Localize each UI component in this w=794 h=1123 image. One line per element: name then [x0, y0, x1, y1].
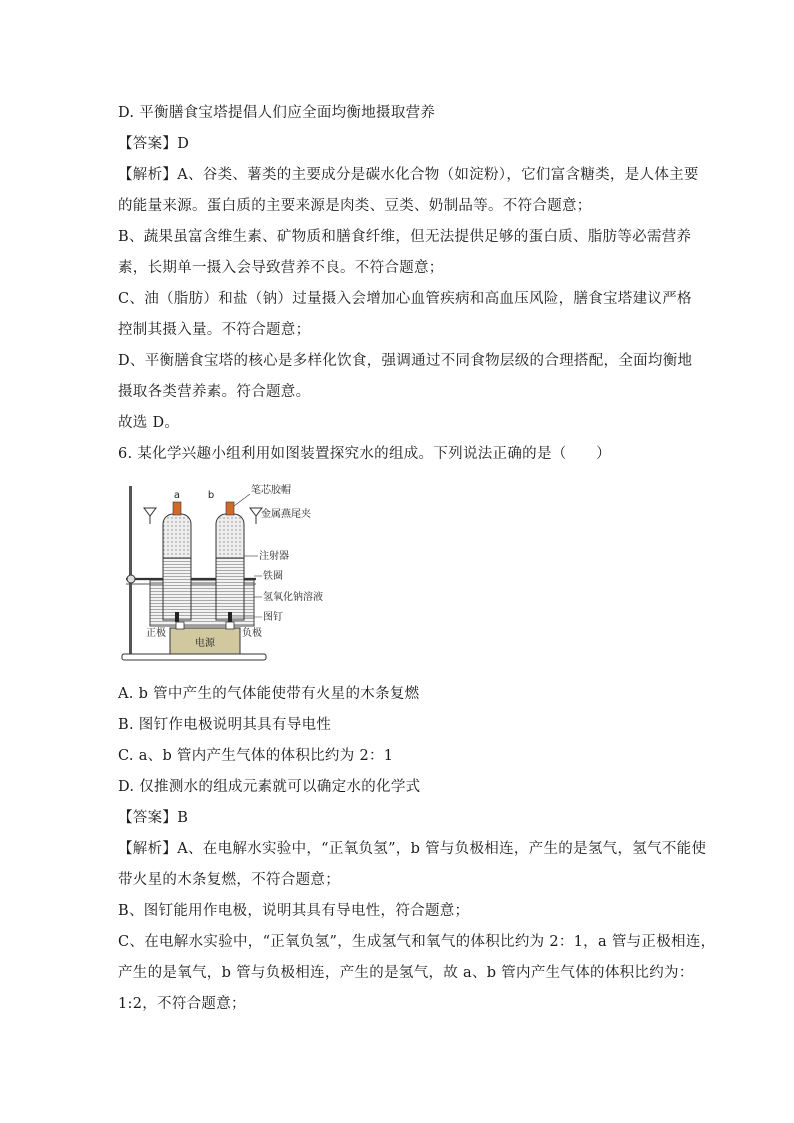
answer: 【答案】B: [118, 810, 189, 826]
label-negative: 负极: [242, 628, 262, 639]
conclusion-line: 故选 D。: [118, 415, 180, 431]
cap-b: [226, 502, 234, 515]
analysis-line: C、在电解水实验中，“正氧负氢”，生成氢气和氧气的体积比约为 2：1，a 管与正极相连，: [118, 934, 716, 950]
label-solution: 氢氧化钠溶液: [263, 592, 323, 603]
cap-a: [173, 502, 181, 515]
analysis-line: 摄取各类营养素。符合题意。: [118, 384, 311, 400]
option-a: A. b 管中产生的气体能使带有火星的木条复燃: [118, 686, 420, 702]
electrolysis-apparatus-figure: [118, 476, 323, 666]
label-syringe: 注射器: [259, 551, 289, 562]
analysis-line: 【解析】A、在电解水实验中，“正氧负氢”，b 管与负极相连，产生的是氢气，氢气不能使: [118, 841, 707, 857]
label-positive: 正极: [146, 628, 166, 639]
stand-base: [122, 654, 266, 660]
label-tube-b: b: [207, 490, 215, 501]
analysis-line: B、图钉能用作电极，说明其具有导电性，符合题意；: [118, 903, 470, 919]
analysis-line: D、平衡膳食宝塔的核心是多样化饮食，强调通过不同食物层级的合理搭配，全面均衡地: [118, 353, 693, 369]
analysis-line: 1:2，不符合题意；: [118, 996, 246, 1012]
label-tube-a: a: [173, 490, 181, 501]
label-cap: 笔芯胶帽: [251, 485, 291, 496]
option-c: C. a、b 管内产生气体的体积比约为 2：1: [118, 748, 394, 764]
option-b: B. 图钉作电极说明其具有导电性: [118, 717, 332, 733]
option-d-previous: D. 平衡膳食宝塔提倡人们应全面均衡地摄取营养: [118, 105, 436, 121]
pushpin-a: [175, 612, 179, 622]
analysis-line: B、蔬果虽富含维生素、矿物质和膳食纤维，但无法提供足够的蛋白质、脂肪等必需营养: [118, 229, 692, 245]
pushpin-b: [228, 612, 232, 622]
analysis-line: 带火星的木条复燃，不符合题意；: [118, 872, 340, 888]
option-d: D. 仅推测水的组成元素就可以确定水的化学式: [118, 779, 421, 795]
analysis-line: 【解析】A、谷类、薯类的主要成分是碳水化合物（如淀粉），它们富含糖类，是人体主要: [118, 167, 699, 183]
analysis-line: 控制其摄入量。不符合题意；: [118, 322, 311, 338]
stand-rod: [129, 486, 132, 656]
label-pushpin: 图钉: [263, 612, 283, 623]
question-6-stem: 6. 某化学兴趣小组利用如图装置探究水的组成。下列说法正确的是（ ）: [118, 446, 611, 462]
label-clip: 金属燕尾夹: [261, 509, 311, 520]
analysis-line: C、油（脂肪）和盐（钠）过量摄入会增加心血管疾病和高血压风险，膳食宝塔建议严格: [118, 291, 692, 307]
label-power: 电源: [195, 638, 215, 649]
answer-previous: 【答案】D: [118, 136, 190, 152]
clip-left: [144, 508, 156, 516]
analysis-line: 素，长期单一摄入会导致营养不良。不符合题意；: [118, 260, 444, 276]
clamp-boss: [127, 575, 135, 583]
analysis-line: 的能量来源。蛋白质的主要来源是肉类、豆类、奶制品等。不符合题意；: [118, 198, 592, 214]
analysis-line: 产生的是氧气，b 管与负极相连，产生的是氢气，故 a、b 管内产生气体的体积比约为：: [118, 965, 694, 981]
label-ring: 铁圈: [263, 571, 283, 582]
